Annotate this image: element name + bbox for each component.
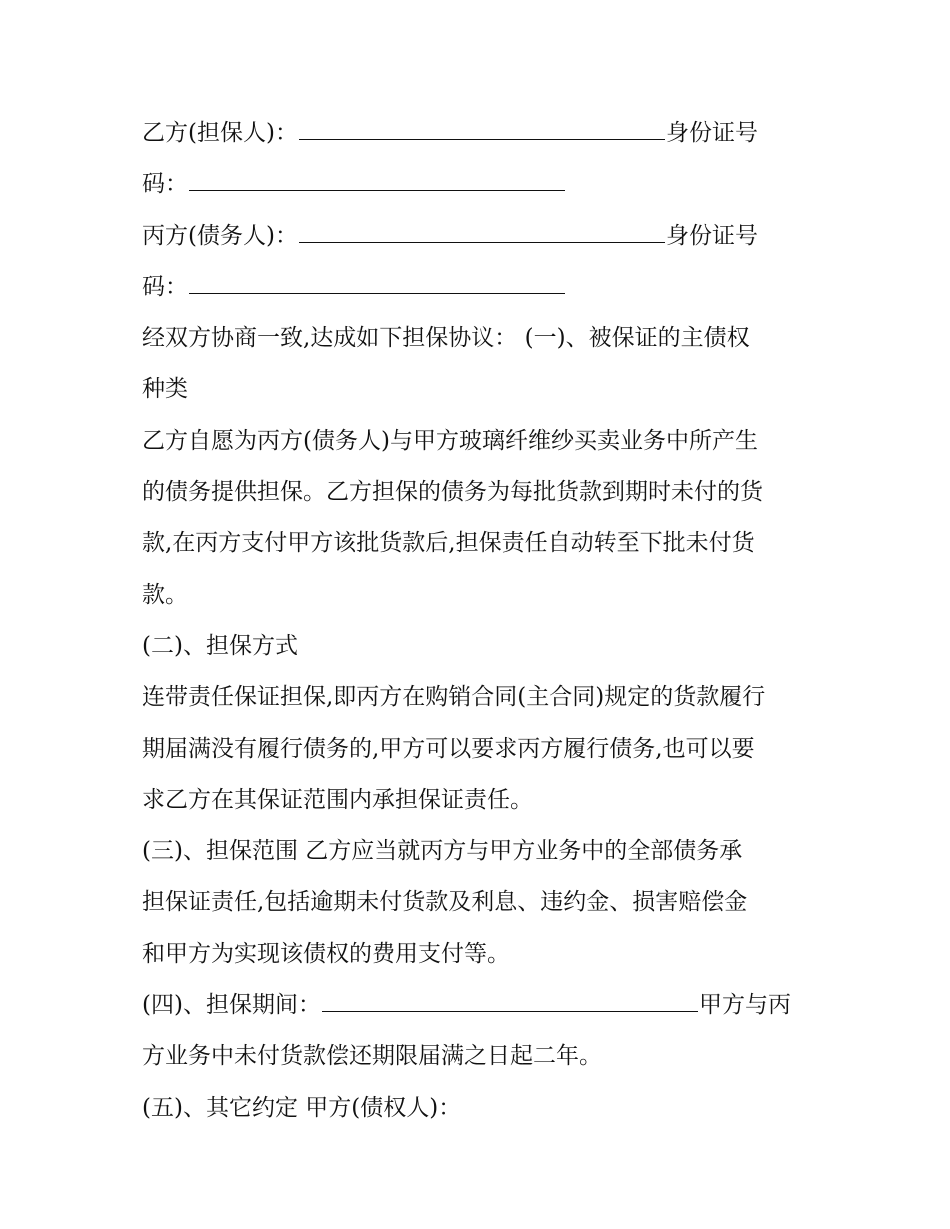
guarantee-period-blank	[322, 985, 698, 1012]
party-c-line	[142, 211, 822, 262]
intro-cont-line: 种类	[142, 376, 188, 403]
party-c-id-blank	[189, 267, 565, 294]
section4-label: (四)、担保期间：	[142, 992, 321, 1019]
id-label-end: 码：	[142, 273, 188, 300]
section2-title: (二)、担保方式	[142, 632, 298, 659]
party-b-name-blank	[299, 113, 665, 140]
party-b-line	[142, 108, 822, 159]
intro-line: 经双方协商一致,达成如下担保协议： (一)、被保证的主债权	[142, 325, 750, 352]
party-c-id-line	[142, 262, 822, 313]
id-label: 身份证号	[665, 120, 758, 146]
party-c-label: 丙方(债务人)：	[142, 222, 298, 249]
id-label-end: 码：	[142, 171, 188, 198]
section4-suffix: 甲方与丙	[698, 992, 791, 1019]
para2-line: 连带责任保证担保,即丙方在购销合同(主合同)规定的货款履行	[142, 684, 766, 711]
para2-line: 期届满没有履行债务的,甲方可以要求丙方履行债务,也可以要	[142, 735, 755, 762]
para3-line: 担保证责任,包括逾期未付货款及利息、违约金、损害赔偿金	[142, 889, 748, 916]
party-b-id-line	[142, 159, 822, 210]
para2-line: 求乙方在其保证范围内承担保证责任。	[142, 786, 533, 813]
para3-line: (三)、担保范围 乙方应当就丙方与甲方业务中的全部债务承	[142, 838, 743, 865]
section5-line: (五)、其它约定 甲方(债权人)：	[142, 1094, 462, 1121]
party-b-label: 乙方(担保人)：	[142, 120, 298, 146]
id-label: 身份证号	[665, 222, 758, 249]
party-b-id-blank	[189, 164, 565, 191]
para1-line: 的债务提供担保。乙方担保的债务为每批货款到期时未付的货	[142, 479, 763, 506]
para1-line: 款。	[142, 581, 188, 608]
party-c-name-blank	[299, 216, 665, 243]
section4-line	[142, 980, 822, 1031]
para3-line: 和甲方为实现该债权的费用支付等。	[142, 940, 510, 967]
document-body	[142, 108, 822, 1134]
para1-line: 款,在丙方支付甲方该批货款后,担保责任自动转至下批未付货	[142, 530, 755, 557]
para1-line: 乙方自愿为丙方(债务人)与甲方玻璃纤维纱买卖业务中所产生	[142, 427, 758, 454]
section4-cont-line: 方业务中未付货款偿还期限届满之日起二年。	[142, 1043, 602, 1070]
